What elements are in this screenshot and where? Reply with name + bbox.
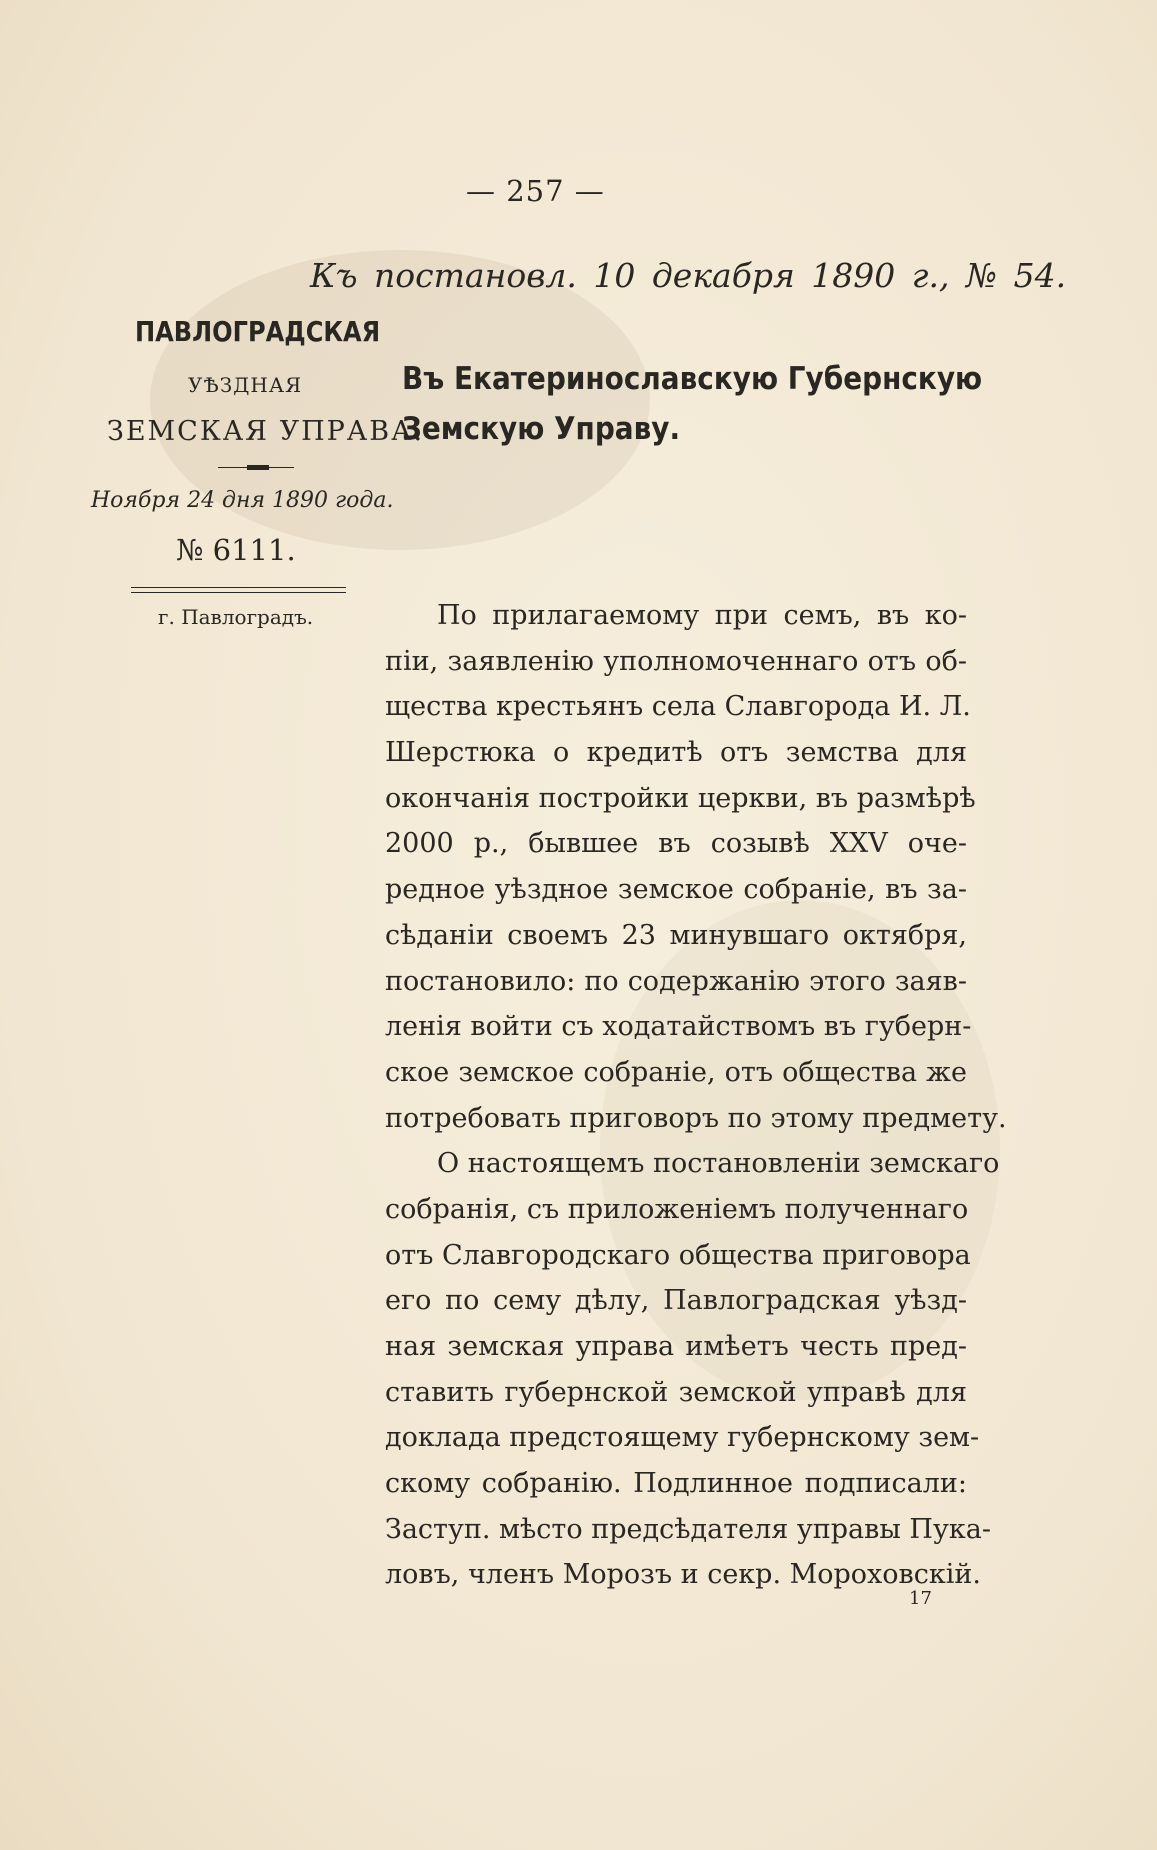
body-line: доклада предстоящему губернскому зем- [385, 1422, 980, 1454]
sender-line-1: ПАВЛОГРАДСКАЯ [135, 315, 381, 348]
body-line: потребовать приговоръ по этому предмету. [385, 1102, 1007, 1134]
letter-place: г. Павлоградъ. [158, 605, 314, 629]
sender-line-3: ЗЕМСКАЯ УПРАВА. [107, 416, 425, 447]
body-line: отъ Славгородскаго общества приговора [385, 1239, 971, 1271]
body-line: ставить губернской земской управѣ для [385, 1376, 967, 1408]
addressee-line-1: Въ Екатеринославскую Губернскую [402, 361, 983, 397]
body-line: 2000 р., бывшее въ созывѣ XXV оче- [385, 828, 967, 860]
letter-body [385, 593, 1007, 1598]
page-number: — 257 — [466, 174, 605, 208]
body-line: скому собранію. Подлинное подписали: [385, 1468, 967, 1500]
body-line: его по сему дѣлу, Павлоградская уѣзд- [385, 1285, 967, 1317]
body-line: ское земское собраніе, отъ общества же [385, 1056, 967, 1088]
body-line: О настоящемъ постановленіи земскаго [437, 1148, 1000, 1180]
body-line: щества крестьянъ села Славгорода И. Л. [385, 691, 971, 723]
divider [131, 592, 346, 593]
body-line: постановило: по содержанію этого заяв- [385, 965, 967, 997]
letter-number: № 6111. [176, 533, 296, 567]
body-line: піи, заявленію уполномоченнаго отъ об- [385, 645, 967, 677]
sender-line-2: УѢЗДНАЯ [188, 373, 303, 397]
body-line: окончанія постройки церкви, въ размѣрѣ [385, 782, 976, 814]
letter-date: Ноября 24 дня 1890 года. [91, 488, 394, 513]
body-line: ленія войти съ ходатайствомъ въ губерн- [385, 1011, 972, 1043]
reference-line: Къ постановл. 10 декабря 1890 г., № 54. [310, 256, 1067, 295]
body-line: ловъ, членъ Морозъ и секр. Мороховскій. [385, 1559, 981, 1591]
body-line: Заступ. мѣсто предсѣдателя управы Пука- [385, 1513, 991, 1545]
divider-ornament [247, 465, 269, 470]
body-line: ная земская управа имѣетъ честь пред- [385, 1331, 967, 1362]
signature-mark: 17 [909, 1588, 932, 1609]
body-line: По прилагаемому при семъ, въ ко- [437, 600, 967, 631]
divider [131, 587, 346, 588]
addressee-line-2: Земскую Управу. [402, 411, 681, 447]
body-line: сѣданіи своемъ 23 минувшаго октября, [385, 919, 967, 951]
body-line: редное уѣздное земское собраніе, въ за- [385, 874, 967, 906]
body-line: Шерстюка о кредитѣ отъ земства для [385, 737, 967, 769]
body-line: собранія, съ приложеніемъ полученнаго [385, 1193, 969, 1225]
